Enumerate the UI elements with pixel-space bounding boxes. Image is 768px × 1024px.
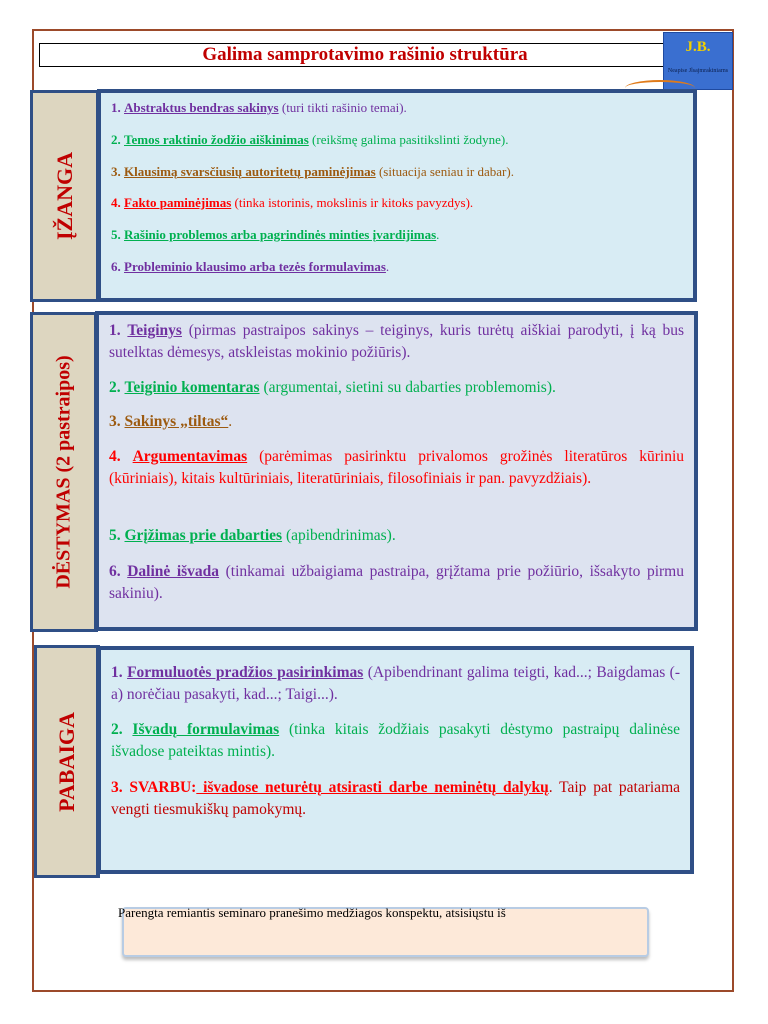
item-key: išvadose neturėtų atsirasti darbe neminėtų dalykų <box>196 779 549 796</box>
page-title-text: Galima samprotavimo rašinio struktūra <box>202 44 528 65</box>
item-number: 4. <box>109 448 121 465</box>
item-number: 2. <box>111 132 121 147</box>
list-item <box>111 132 683 148</box>
list-item <box>109 377 684 399</box>
item-text: (tinkamai užbaigiama pastraipa, grįžtama prie požiūrio, išsakyto pirmu sakiniu). <box>109 563 684 602</box>
list-item <box>111 662 680 706</box>
item-key: Grįžimas prie dabarties <box>124 527 283 544</box>
item-key: Argumentavimas <box>132 448 248 465</box>
item-text: (argumentai, sietini su dabarties problemomis). <box>259 379 556 396</box>
list-item <box>109 525 684 547</box>
list-item <box>109 561 684 605</box>
item-number: 2. <box>111 721 123 738</box>
logo-subtitle: Neapise Jlsajmrakiniarns <box>667 68 729 74</box>
item-text: . <box>385 259 390 274</box>
section-label: PABAIGA <box>53 711 79 812</box>
item-text: (Apibendrinant galima teigti, kad...; Baigdamas (-a) norėčiau pasakyti, kad...; Taigi...). <box>111 664 680 703</box>
section-label: DĖSTYMAS (2 pastraipos) <box>52 355 74 589</box>
list-item <box>109 411 684 433</box>
section-content <box>95 311 698 631</box>
item-lead: SVARBU: <box>129 779 197 796</box>
item-number: 2. <box>109 379 121 396</box>
list-item <box>111 100 683 116</box>
list-item <box>111 719 680 763</box>
item-number: 3. <box>111 164 121 179</box>
item-text: . <box>436 227 440 242</box>
item-number: 3. <box>111 779 123 796</box>
item-text: (parėmimas pasirinktu privalomos grožinės literatūros kūriniu (kūriniais), kitais kultūriniais, literatūriniais, filosofiniais ir pan. pavyzdžiais). <box>109 448 685 487</box>
item-number: 3. <box>109 413 121 430</box>
list-item <box>111 164 683 180</box>
item-key: Išvadų formulavimas <box>132 721 280 738</box>
item-key: Temos raktinio žodžio aiškinimas <box>124 132 309 147</box>
section-content <box>97 646 694 874</box>
list-item <box>111 195 683 211</box>
item-text: (tinka istorinis, mokslinis ir kitoks pavyzdys). <box>231 195 474 210</box>
item-number: 1. <box>111 664 123 681</box>
list-item <box>111 227 683 243</box>
item-text: (apibendrinimas). <box>282 527 396 544</box>
item-number: 4. <box>111 195 121 210</box>
page-title <box>39 43 691 67</box>
section-content <box>97 89 697 302</box>
list-item <box>111 777 680 821</box>
section-label-box <box>30 90 100 302</box>
item-number: 5. <box>111 227 121 242</box>
item-key: Rašinio problemos arba pagrindinės minties įvardijimas <box>124 227 437 242</box>
item-key: Abstraktus bendras sakinys <box>124 100 279 115</box>
list-item <box>109 320 684 364</box>
item-key: Fakto paminėjimas <box>124 195 232 210</box>
item-key: Sakinys „tiltas“ <box>124 413 229 430</box>
item-key: Klausimą svarsčiusių autoritetų paminėjimas <box>124 164 376 179</box>
item-number: 1. <box>109 322 121 339</box>
footer-note: Parengta remiantis seminaro pranešimo medžiagos konspektu, atsisiųstu iš <box>118 905 506 920</box>
section-label: ĮŽANGA <box>51 151 77 241</box>
section-label-box <box>34 645 100 878</box>
item-text: . <box>228 413 233 430</box>
item-number: 6. <box>109 563 121 580</box>
item-number: 1. <box>111 100 121 115</box>
item-text: (pirmas pastraipos sakinys – teiginys, kuris turėtų aiškiai parodyti, į ką bus sutelktas dėmesys, atskleistas mokinio požiūris). <box>109 322 685 361</box>
item-text: . Taip pat patariama vengti tiesmukiškų pamokymų. <box>111 779 681 818</box>
list-item <box>111 259 683 275</box>
item-text: (situacija seniau ir dabar). <box>375 164 514 179</box>
item-key: Teiginys <box>127 322 182 339</box>
item-key: Teiginio komentaras <box>124 379 260 396</box>
item-number: 6. <box>111 259 121 274</box>
item-number: 5. <box>109 527 121 544</box>
item-text: (reikšmę galima pasitikslinti žodyne). <box>308 132 509 147</box>
item-text: (turi tikti rašinio temai). <box>278 100 407 115</box>
item-text: (tinka kitais žodžiais pasakyti dėstymo pastraipų dalinėse išvadose pateiktas mintis). <box>111 721 681 760</box>
list-item <box>109 446 684 490</box>
item-key: Dalinė išvada <box>127 563 220 580</box>
logo-text: J.B. <box>685 39 711 55</box>
section-label-box <box>30 312 98 632</box>
item-key: Probleminio klausimo arba tezės formulavimas <box>124 259 386 274</box>
item-key: Formuluotės pradžios pasirinkimas <box>127 664 364 681</box>
